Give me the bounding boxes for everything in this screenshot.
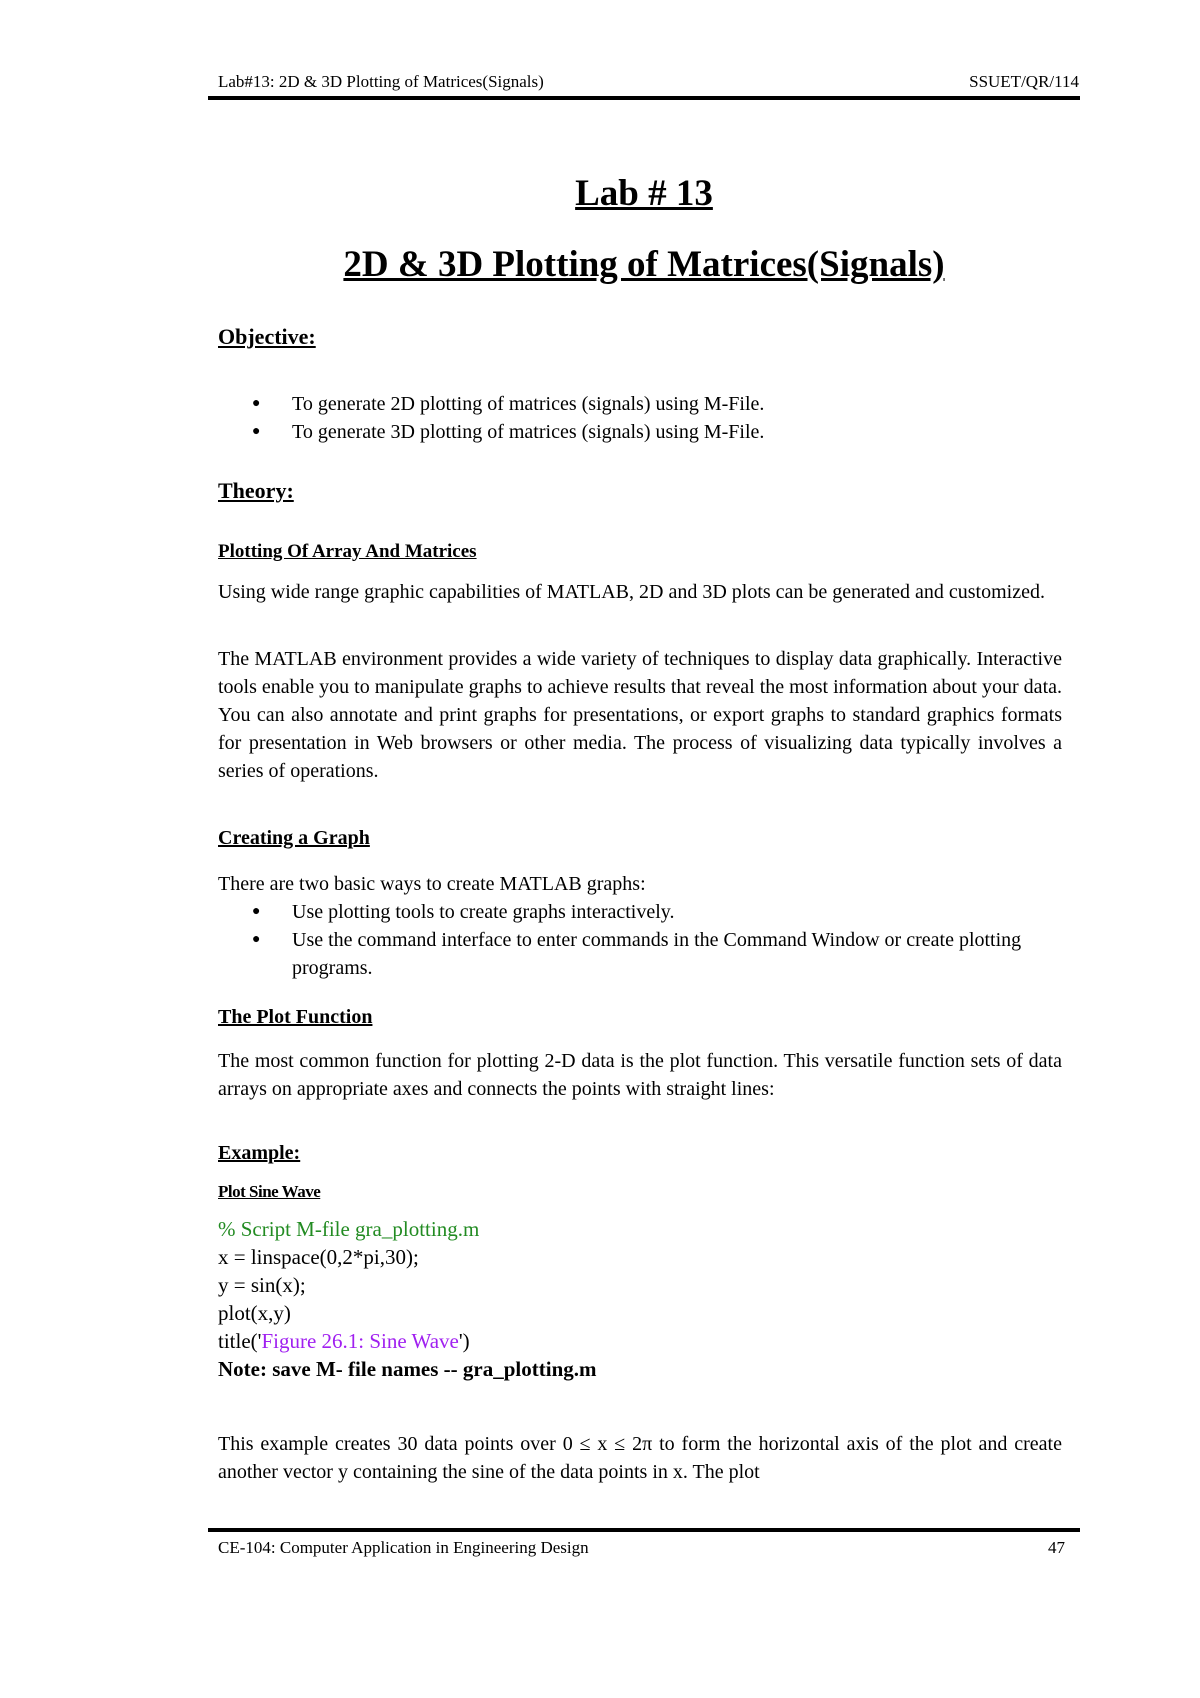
paragraph-environment: The MATLAB environment provides a wide variety of techniques to display data graphically. Interactive tools enable you to manipulate graphs to achieve results that reveal the most information about your data. You can also annotate and print graphs for presentations, or export graphs to standard graphics formats for presentation in Web browsers or other media. The process of visualizing data typically involves a series of operations.	[218, 648, 1062, 782]
header-doc-code: SSUET/QR/114	[969, 72, 1079, 91]
example-heading: Example:	[218, 1142, 301, 1164]
paragraph-example-description: This example creates 30 data points over 0 ≤ x ≤ 2π to form the horizontal axis of the plot and create another vector y containing the sine of the data points in x. The plot	[218, 1433, 1062, 1483]
code-title-prefix: title('	[218, 1329, 262, 1353]
list-item: ● To generate 2D plotting of matrices (signals) using M-File.	[218, 390, 1038, 418]
objective-heading: Objective:	[218, 324, 316, 349]
footer-rule	[208, 1528, 1080, 1532]
code-block	[218, 1215, 1062, 1383]
code-title-string: Figure 26.1: Sine Wave	[261, 1329, 459, 1353]
code-line: plot(x,y)	[218, 1301, 291, 1325]
paragraph-two-ways: There are two basic ways to create MATLAB graphs:	[218, 873, 646, 895]
list-item: ● Use plotting tools to create graphs interactively.	[218, 898, 1038, 926]
list-item: ● To generate 3D plotting of matrices (signals) using M-File.	[218, 418, 1038, 446]
section-heading-plot-function: The Plot Function	[218, 1006, 373, 1028]
creating-graph-list	[218, 898, 1038, 982]
code-comment: % Script M-file gra_plotting.m	[218, 1217, 480, 1241]
page-header	[218, 72, 1079, 96]
theory-heading: Theory:	[218, 478, 294, 503]
paragraph-plot-function: The most common function for plotting 2-D data is the plot function. This versatile function sets of data arrays on appropriate axes and connects the points with straight lines:	[218, 1050, 1062, 1100]
section-heading-plotting: Plotting Of Array And Matrices	[218, 541, 477, 562]
objective-list	[218, 390, 1038, 446]
example-subheading: Plot Sine Wave	[218, 1182, 321, 1201]
page-footer	[218, 1538, 1079, 1562]
code-line-title	[218, 1327, 1062, 1355]
page-number: 47	[1048, 1538, 1065, 1557]
list-item: ● Use the command interface to enter commands in the Command Window or create plotting programs.	[218, 926, 1038, 982]
header-rule	[208, 96, 1080, 100]
page-subtitle: 2D & 3D Plotting of Matrices(Signals)	[343, 244, 945, 285]
section-heading-creating-graph: Creating a Graph	[218, 827, 370, 849]
header-lab-title: Lab#13: 2D & 3D Plotting of Matrices(Signals)	[218, 72, 544, 91]
code-line: y = sin(x);	[218, 1273, 306, 1297]
code-line: x = linspace(0,2*pi,30);	[218, 1245, 419, 1269]
footer-course: CE-104: Computer Application in Engineering Design	[218, 1538, 589, 1557]
page-title: Lab # 13	[575, 173, 713, 214]
note-line: Note: save M- file names -- gra_plotting.m	[218, 1357, 597, 1381]
paragraph-capabilities: Using wide range graphic capabilities of MATLAB, 2D and 3D plots can be generated and customized.	[218, 581, 1045, 603]
code-title-suffix: ')	[458, 1329, 470, 1353]
